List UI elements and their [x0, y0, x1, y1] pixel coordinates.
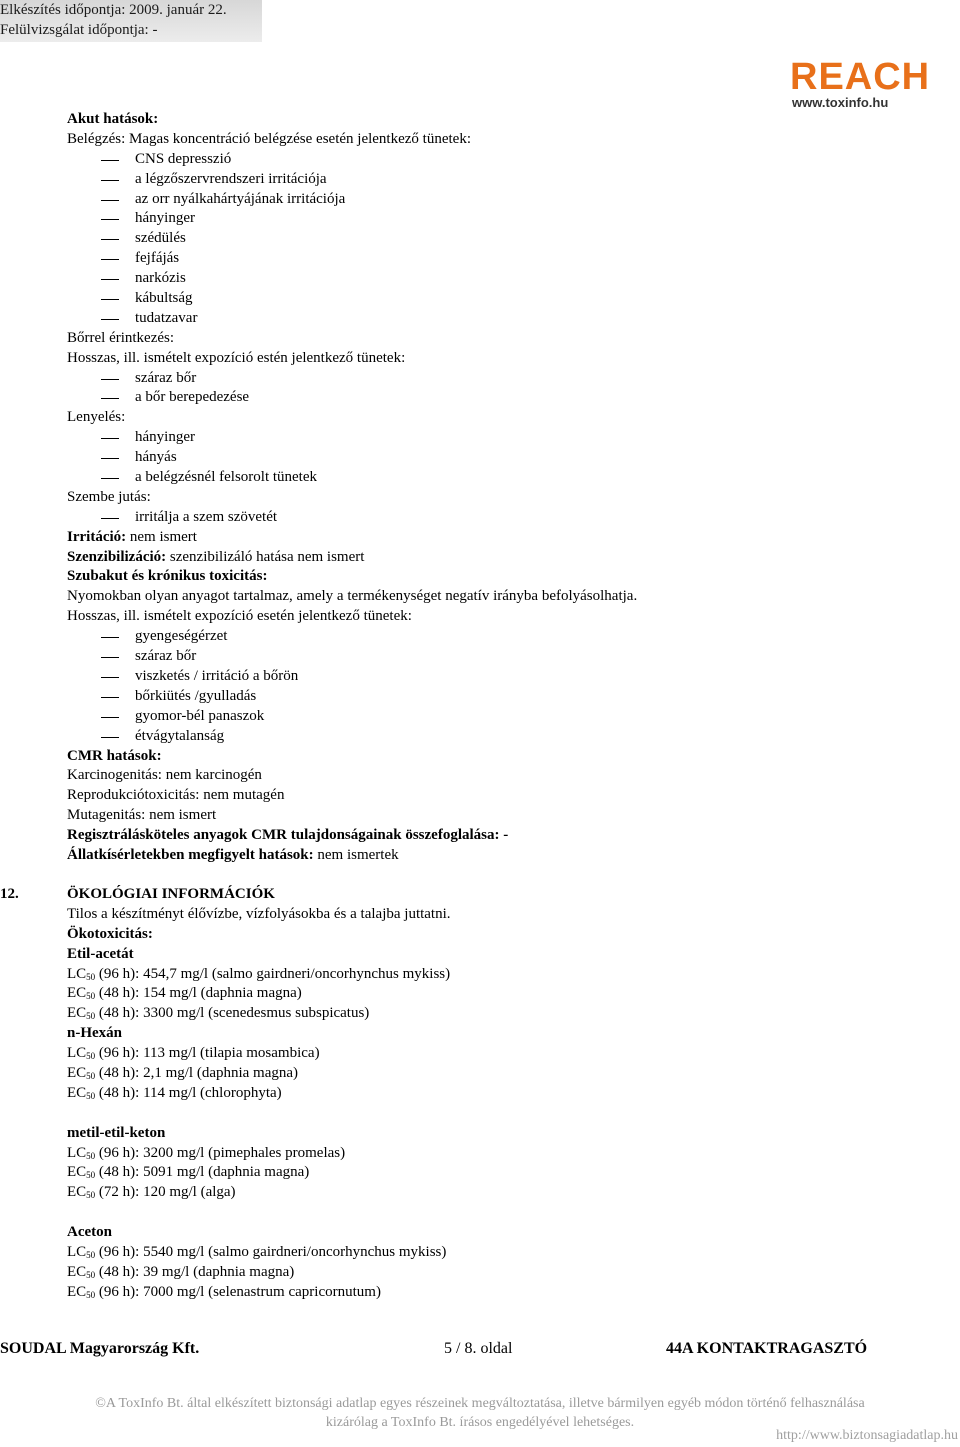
measure-value: (96 h): 113 mg/l (tilapia mosambica) — [95, 1045, 320, 1062]
substance-name: n-Hexán — [67, 1025, 123, 1042]
measure-prefix: EC — [67, 1065, 87, 1082]
bullet-item: a légzőszervrendszeri irritációja — [67, 170, 947, 190]
sensitization-value: szenzibilizáló hatása nem ismert — [166, 548, 365, 565]
copyright-line-1: ©A ToxInfo Bt. által elkészített biztonsági adatlap egyes részeinek megváltoztatása, illetve bármilyen egyéb módon történő felhasználása — [95, 1396, 865, 1411]
sensitization-line — [67, 548, 947, 568]
cmr-title: CMR hatások: — [67, 747, 162, 764]
toxicity-value-row — [67, 1283, 900, 1303]
measure-value: (96 h): 3200 mg/l (pimephales promelas) — [95, 1144, 346, 1161]
mutagenicity: Mutagenitás: nem ismert — [67, 807, 217, 824]
measure-value: (72 h): 120 mg/l (alga) — [95, 1184, 236, 1201]
bullet-item: viszketés / irritáció a bőrön — [67, 667, 947, 687]
spacer — [67, 1203, 900, 1223]
measure-prefix: EC — [67, 1184, 87, 1201]
bullet-item: étvágytalanság — [67, 727, 947, 747]
measure-value: (48 h): 114 mg/l (chlorophyta) — [95, 1084, 282, 1101]
toxicity-value-row — [67, 984, 900, 1004]
site-url: http://www.biztonsagiadatlap.hu — [776, 1428, 958, 1443]
copyright-line-2: kizárólag a ToxInfo Bt. írásos engedélyével lehetséges. — [325, 1415, 635, 1430]
bullet-item: kábultság — [67, 289, 947, 309]
section-12-heading — [0, 885, 900, 905]
toxicity-value-row — [67, 1263, 900, 1283]
logo-url: www.toxinfo.hu — [792, 95, 889, 110]
measure-subscript: 50 — [86, 991, 96, 1002]
bullet-item: hányás — [67, 448, 947, 468]
measure-subscript: 50 — [86, 1051, 96, 1062]
bullet-item: száraz bőr — [67, 647, 947, 667]
bullet-item: száraz bőr — [67, 369, 947, 389]
measure-subscript: 50 — [86, 1250, 96, 1261]
irritation-value: nem ismert — [126, 528, 197, 545]
inhalation-list — [67, 150, 947, 329]
document-header — [0, 0, 227, 40]
animal-value: nem ismertek — [313, 846, 399, 863]
reproductive-toxicity: Reprodukciótoxicitás: nem mutagén — [67, 787, 285, 804]
measure-subscript: 50 — [86, 1170, 96, 1181]
measure-prefix: LC — [67, 965, 87, 982]
measure-subscript: 50 — [86, 1150, 96, 1161]
skin-long-text: Hosszas, ill. ismételt expozíció estén jelentkező tünetek: — [67, 349, 406, 366]
measure-subscript: 50 — [86, 1071, 96, 1082]
measure-subscript: 50 — [86, 1011, 96, 1022]
inhalation-text: Belégzés: Magas koncentráció belégzése esetén jelentkező tünetek: — [67, 130, 471, 147]
measure-subscript: 50 — [86, 1190, 96, 1201]
measure-prefix: LC — [67, 1045, 87, 1062]
eye-list — [67, 508, 947, 528]
bullet-item: gyengeségérzet — [67, 627, 947, 647]
measure-prefix: EC — [67, 1005, 87, 1022]
carcinogenicity: Karcinogenitás: nem karcinogén — [67, 767, 262, 784]
substance-name: Etil-acetát — [67, 945, 134, 962]
animal-line — [67, 846, 947, 866]
bullet-item: az orr nyálkahártyájának irritációja — [67, 190, 947, 210]
measure-prefix: EC — [67, 1263, 87, 1280]
toxicity-value-row — [67, 1183, 900, 1203]
bullet-item: gyomor-bél panaszok — [67, 707, 947, 727]
cmr-summary: Regisztrálásköteles anyagok CMR tulajdonságainak összefoglalása: - — [67, 827, 509, 844]
measure-prefix: LC — [67, 1144, 87, 1161]
bullet-item: fejfájás — [67, 249, 947, 269]
section-number: 12. — [0, 886, 19, 902]
subacute-list — [67, 627, 947, 746]
irritation-line — [67, 528, 947, 548]
bullet-item: narkózis — [67, 269, 947, 289]
measure-value: (48 h): 154 mg/l (daphnia magna) — [95, 985, 302, 1002]
measure-subscript: 50 — [86, 971, 96, 982]
footer-page-number: 5 / 8. oldal — [444, 1340, 513, 1357]
section-12-body — [0, 905, 900, 1303]
subacute-long-text: Hosszas, ill. ismételt expozíció esetén jelentkező tünetek: — [67, 608, 412, 625]
irritation-label: Irritáció: — [67, 528, 127, 545]
bullet-item: szédülés — [67, 229, 947, 249]
measure-value: (48 h): 2,1 mg/l (daphnia magna) — [95, 1065, 299, 1082]
bullet-item: CNS depresszió — [67, 150, 947, 170]
measure-subscript: 50 — [86, 1289, 96, 1300]
substance-name: Aceton — [67, 1224, 112, 1241]
measure-prefix: EC — [67, 1164, 87, 1181]
bullet-item: a bőr berepedezése — [67, 388, 947, 408]
bullet-item: a belégzésnél felsorolt tünetek — [67, 468, 947, 488]
toxicity-value-row — [67, 1243, 900, 1263]
spacer — [67, 1104, 900, 1124]
toxicity-value-row — [67, 1004, 900, 1024]
measure-value: (48 h): 39 mg/l (daphnia magna) — [95, 1263, 295, 1280]
bullet-item: hányinger — [67, 209, 947, 229]
subacute-title: Szubakut és krónikus toxicitás: — [67, 568, 268, 585]
measure-value: (96 h): 454,7 mg/l (salmo gairdneri/oncorhynchus mykiss) — [95, 965, 451, 982]
animal-label: Állatkísérletekben megfigyelt hatások: — [67, 846, 314, 863]
ecotox-title: Ökotoxicitás: — [67, 925, 153, 942]
reach-logo — [790, 58, 940, 110]
revised-date: Felülvizsgálat időpontja: - — [0, 22, 158, 38]
footer-product: 44A KONTAKTRAGASZTÓ — [666, 1340, 868, 1357]
bullet-item: irritálja a szem szövetét — [67, 508, 947, 528]
bullet-item: hányinger — [67, 428, 947, 448]
skin-list — [67, 369, 947, 409]
sensitization-label: Szenzibilizáció: — [67, 548, 167, 565]
created-date: Elkészítés időpontja: 2009. január 22. — [0, 2, 227, 18]
eye-heading: Szembe jutás: — [67, 488, 151, 505]
measure-prefix: EC — [67, 1084, 87, 1101]
eco-intro: Tilos a készítményt élővízbe, vízfolyásokba és a talajba juttatni. — [67, 905, 451, 922]
subacute-text: Nyomokban olyan anyagot tartalmaz, amely a termékenységet negatív irányba befolyásolhatja. — [67, 588, 638, 605]
toxicity-value-row — [67, 1163, 900, 1183]
measure-subscript: 50 — [86, 1269, 96, 1280]
toxicity-value-row — [67, 1084, 900, 1104]
section-title: ÖKOLÓGIAI INFORMÁCIÓK — [67, 886, 275, 902]
logo-word: REACH — [790, 56, 931, 98]
bullet-item: tudatzavar — [67, 309, 947, 329]
measure-prefix: LC — [67, 1244, 87, 1261]
measure-value: (48 h): 3300 mg/l (scenedesmus subspicatus) — [95, 1005, 370, 1022]
measure-prefix: EC — [67, 1283, 87, 1300]
measure-value: (96 h): 7000 mg/l (selenastrum capricornutum) — [95, 1283, 381, 1300]
skin-heading: Bőrrel érintkezés: — [67, 329, 175, 346]
ingestion-heading: Lenyelés: — [67, 409, 126, 426]
measure-value: (48 h): 5091 mg/l (daphnia magna) — [95, 1164, 310, 1181]
toxicity-value-row — [67, 1144, 900, 1164]
toxicity-value-row — [67, 1064, 900, 1084]
substance-name: metil-etil-keton — [67, 1124, 166, 1141]
measure-prefix: EC — [67, 985, 87, 1002]
bullet-item: bőrkiütés /gyulladás — [67, 687, 947, 707]
footer-company: SOUDAL Magyarország Kft. — [0, 1340, 200, 1357]
acute-title: Akut hatások: — [67, 111, 159, 127]
measure-subscript: 50 — [86, 1090, 96, 1101]
toxicity-value-row — [67, 965, 900, 985]
toxicity-value-row — [67, 1044, 900, 1064]
section-12 — [0, 885, 900, 1303]
measure-value: (96 h): 5540 mg/l (salmo gairdneri/oncorhynchus mykiss) — [95, 1244, 447, 1261]
substance-list — [67, 945, 900, 1303]
ingestion-list — [67, 428, 947, 488]
document-body — [67, 110, 947, 866]
copyright-note — [0, 1394, 960, 1432]
